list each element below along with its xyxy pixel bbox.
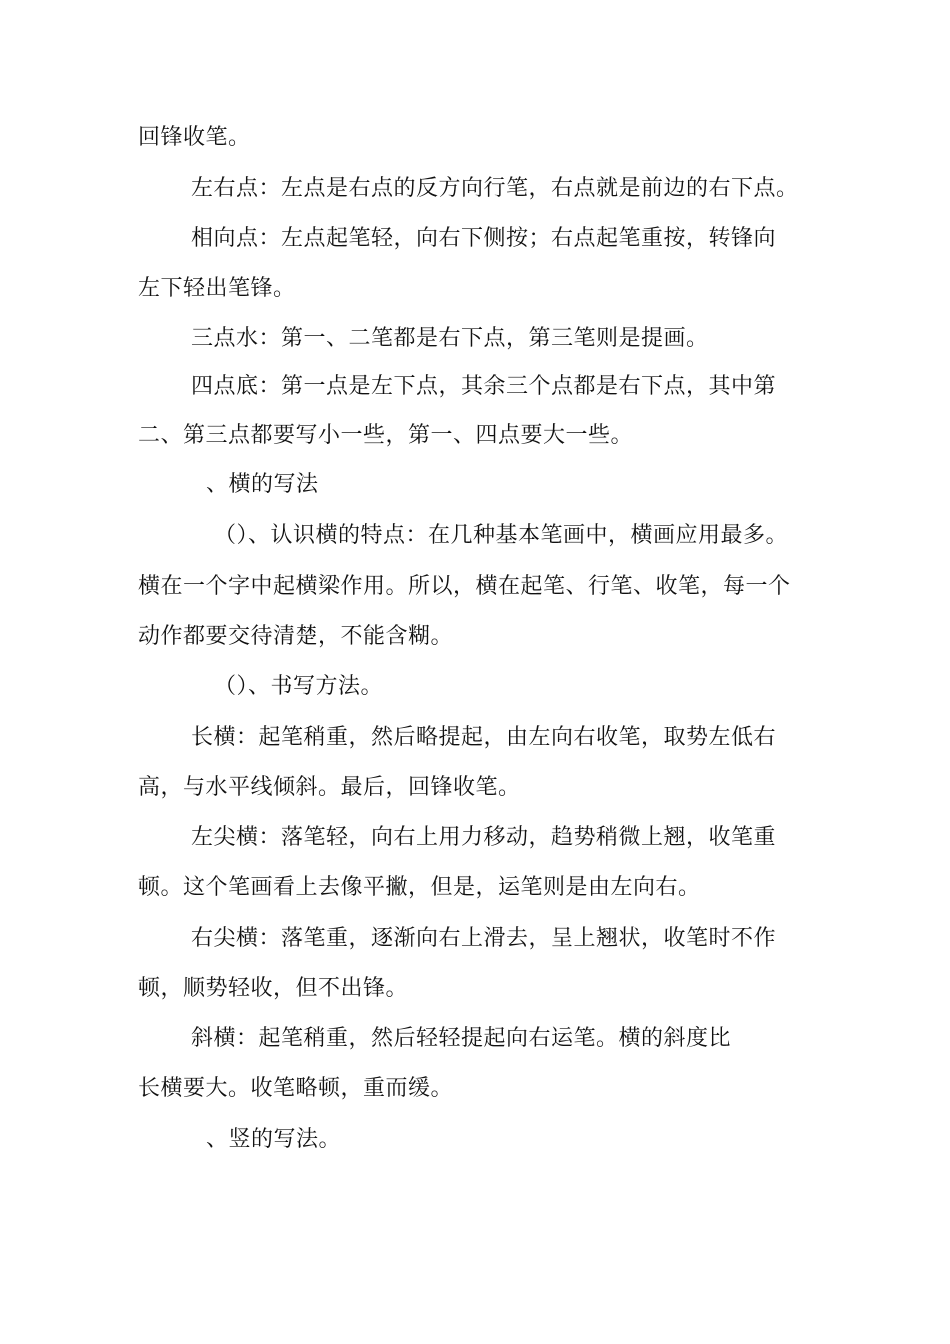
text-line: 四点底：第一点是左下点，其余三个点都是右下点，其中第: [191, 374, 777, 399]
text-line: 相向点：左点起笔轻，向右下侧按；右点起笔重按，转锋向: [191, 226, 777, 251]
text-line: 顿。这个笔画看上去像平撇，但是，运笔则是由左向右。: [138, 875, 701, 900]
section-heading: 、横的写法: [206, 472, 319, 497]
text-line: 二、第三点都要写小一些，第一、四点要大一些。: [138, 423, 634, 448]
text-line: 长横要大。收笔略顿，重而缓。: [138, 1076, 454, 1101]
text-line: 长横：起笔稍重，然后略提起，由左向右收笔，取势左低右: [191, 725, 777, 750]
text-line: 动作都要交待清楚，不能含糊。: [138, 624, 454, 649]
text-line: 左下轻出笔锋。: [138, 276, 296, 301]
text-line: 横在一个字中起横梁作用。所以，横在起笔、行笔、收笔，每一个: [138, 574, 791, 599]
text-line: （）、认识横的特点：在几种基本笔画中，横画应用最多。: [214, 523, 789, 548]
text-line: 左右点：左点是右点的反方向行笔，右点就是前边的右下点。: [191, 176, 799, 201]
text-line: 右尖横：落笔重，逐渐向右上滑去，呈上翘状，收笔时不作: [191, 926, 777, 951]
text-line: 高，与水平线倾斜。最后，回锋收笔。: [138, 775, 521, 800]
text-line: 斜横：起笔稍重，然后轻轻提起向右运笔。横的斜度比: [191, 1026, 732, 1051]
text-line: 左尖横：落笔轻，向右上用力移动，趋势稍微上翘，收笔重: [191, 825, 777, 850]
text-line: 回锋收笔。: [138, 125, 251, 150]
text-line: 顿，顺势轻收，但不出锋。: [138, 976, 409, 1001]
section-heading: 、竖的写法。: [206, 1127, 342, 1152]
text-line: 三点水：第一、二笔都是右下点，第三笔则是提画。: [191, 326, 709, 351]
subsection-heading: （）、书写方法。: [214, 674, 384, 699]
